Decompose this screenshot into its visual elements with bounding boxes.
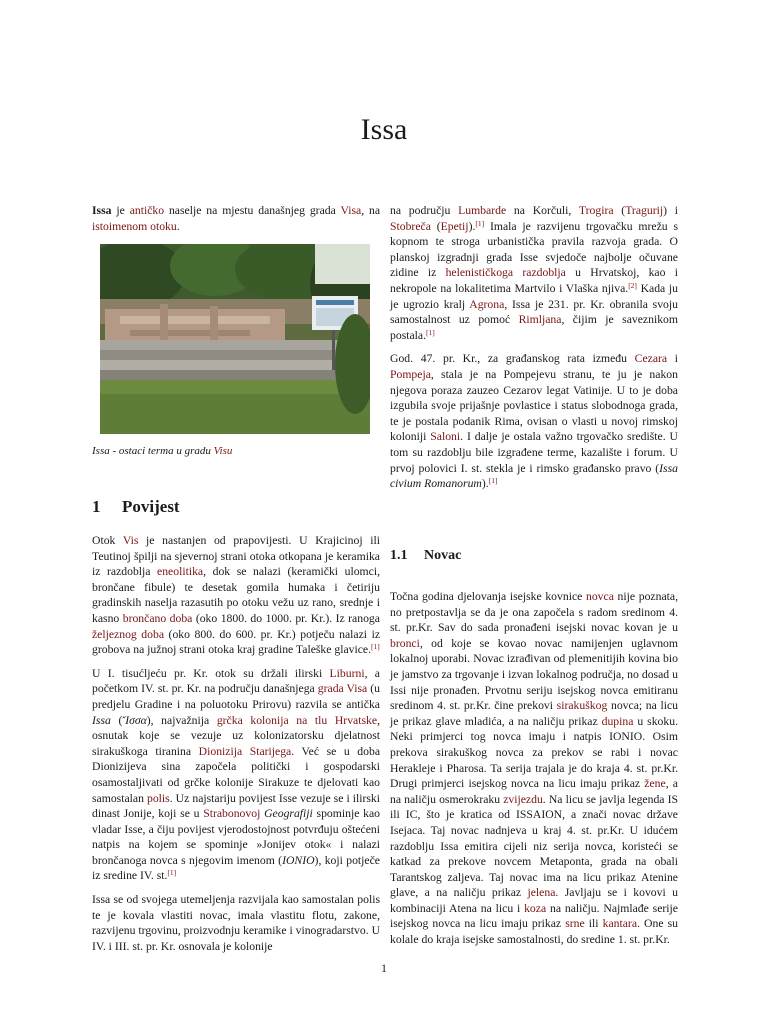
link-agrona[interactable]: Agrona: [469, 297, 505, 311]
link-zvijezdu[interactable]: zvijezdu: [503, 792, 543, 806]
link-sirakuskog[interactable]: sirakuškog: [556, 699, 608, 713]
link-stobreca[interactable]: Stobreča: [390, 219, 431, 233]
section-heading-novac: 1.1 Novac: [390, 548, 462, 563]
paragraph-samostalan-polis-cont: na području Lumbarde na Korčuli, Trogira (Tragurij) i Stobreča (Epetij).[1] Imala je razvijenu trgovačku mrežu s kopnom te stroga urbanistička pravila razvoja grada. O planskoj izgradnji grada Isse svjedoče najbolje očuvane zidine iz helenističkoga razdoblja u Hrvatskoj, kao i nekropole na lokalitetima Martvilo i Vlaška njiva.[2] Kada ju je ugrozio kralj Agrona, Issa je 231. pr. Kr. obranila svoju samostalnost uz pomoć Rimljana, čijim je saveznikom postala.[1]: [390, 204, 678, 342]
link-zeljeznog-doba[interactable]: željeznog doba: [92, 627, 165, 641]
left-column-body: [92, 533, 380, 962]
link-visu[interactable]: Visu: [213, 445, 233, 457]
intro-paragraph: Issa je antičko naselje na mjestu današnjeg grada Visa, na istoimenom otoku.: [92, 204, 381, 233]
reference-link[interactable]: [1]: [371, 642, 380, 652]
link-kantara[interactable]: kantara: [602, 917, 638, 931]
reference-link[interactable]: [2]: [628, 280, 637, 290]
reference-link[interactable]: [1]: [488, 476, 498, 486]
link-dionizija-starijega[interactable]: Dionizija Starijega: [198, 744, 292, 758]
photo-caption: Issa - ostaci terma u gradu Visu: [92, 445, 233, 457]
reference-link[interactable]: [1]: [426, 327, 435, 337]
right-column-novac: [390, 589, 678, 956]
paragraph-gradanski-rat: God. 47. pr. Kr., za građanskog rata između Cezara i Pompeja, stala je na Pompejevu stranu, te ju je nakon njegova poraza zauzeo Cezarov legat Vatinije. U to je doba izgubila svoje prijašnje povlastice i status slobodnoga grada, te je postala podanik Rima, ovisan o vlasti u novoj rimskoj koloniji Saloni. I dalje je ostala važno trgovačko središte. U tom su razdoblju bile izgrađene terme, kazalište i forum. U prvoj polovici I. st. stekla je i rimsko građansko pravo (Issa civium Romanorum).[1]: [390, 352, 679, 491]
paragraph-samostalan-polis-start: Issa se od svojega utemeljenja razvijala kao samostalan polis te je kovala vlastiti novac, imala vlastitu flotu, zakone, razvijenu trgovinu, proizvodnju keramike i vinogradarstvo. U IV. i III. st. pr. Kr. osnovala je kolonije: [92, 893, 381, 953]
link-bronci[interactable]: bronci: [390, 636, 420, 650]
link-polis[interactable]: polis: [146, 791, 170, 805]
link-visa[interactable]: Visa: [340, 204, 362, 217]
paragraph-kolonija: U I. tisućljeću pr. Kr. otok su držali ilirski Liburni, a početkom IV. st. pr. Kr. na području današnjega grada Visa (u predjelu Gradine i na poluotoku Prirovu) razvila se antička Issa (Ἴσσα), najvažnija grčka kolonija na tlu Hrvatske, osnutak koje se vezuje uz kolonizatorsku djelatnost sirakuškoga tiranina Dionizija Starijega. Već se u doba Dionizijeva sina započela politički i gospodarski osamostaljivati od grčke kolonije Sirakuze te djelovati kao samostalan polis. Uz najstariju povijest Isse vezuje se i ilirski dinast Jonije, koji se u Strabonovoj Geografiji spominje kao vladar Isse, a čiju povijest vjerodostojnost potvrđuju oštećeni natpis na kojem se spominje »Jonijev otok« i nalazi brončanoga novca s njegovim imenom (IONIO), koji potječe iz sredine IV. st.[1]: [92, 666, 381, 883]
link-cezara[interactable]: Cezara: [634, 352, 668, 366]
term-issa: Issa: [92, 204, 112, 217]
link-trogira[interactable]: Trogira: [578, 204, 614, 217]
link-epetij[interactable]: Epetij: [440, 219, 469, 233]
link-liburni[interactable]: Liburni: [329, 666, 365, 680]
link-broncano-doba[interactable]: brončano doba: [122, 611, 193, 625]
paragraph-novac: Točna godina djelovanja isejske kovnice novca nije poznata, no pretpostavlja se da je ona započela s radom sredinom 4. st. pr.Kr. Sav do sada pronađeni isejski novac kovan je u bronci, od koje se kovao novac namijenjen uglavnom lokalnoj uporabi. Novac izrađivan od plemenitijih kovina bio je jamstvo za trgovanje i izvan lokalnog područja, no dosad u Issi nije pronađen. Prvotnu seriju isejskog novca emitiranu sredinom 4. st. pr.Kr. čine prekovi sirakuškog novca; na licu je prikaz glave mladića, a na naličju prikaz dupina u skoku. Neki primjerci tog novca imaju i natpis IONIO. Osim prekova sirakuškog novca za prekov se rabi i novac Herakleje i Pharosa. Ta serija trajala je do kraja 4. st. pr.Kr. Drugi primjerci isejskog novca na licu imaju prikaz žene, a na naličju osmerokraku zvijezdu. Na licu se javlja legenda IS ili IC, što je kratica od ISSAION, a znači novac države Isejaca. Taj novac nadnjeva u kraj 4. st. pr.Kr. U idućem razdoblju Issa emitira cijeli niz serija novca, koristeći se katkad za prekove novcem Metaponta, grada na obali Tarantskog zaljeva. Taj novac ima na licu prikaz Atenine glave, a na naličju prikaz jelena. Javljaju se i kovovi u kombinaciji Atena na licu i koza na naličju. Najmlađe serije isejskog novca na licu imaju prikaz srne ili kantara. One su kolale do kraja isejske samostalnosti, do sredine 1. st. pr.Kr.: [390, 590, 678, 947]
right-column-top: [390, 203, 678, 500]
page-title: Issa: [360, 113, 408, 146]
paragraph-prapovijest: Otok Vis je nastanjen od prapovijesti. U Krajicinoj ili Teutinoj špilji na sjevernoj strani otoka otkopana je keramika iz razdoblja eneolitika, dok se nalazi (keramički ulomci, brončane fibule) te desetak gomila humaka i četiriju gradinskih naselja razasutih po otoku vežu uz rano, srednje i kasno brončano doba (oko 1800. do 1000. pr. Kr.). Iz ranoga željeznog doba (oko 800. do 600. pr. Kr.) potječu nalazi iz grobova na južnoj strani otoka kraj gradine Taleške glavice.[1]: [92, 534, 381, 657]
page-number: 1: [381, 961, 387, 975]
link-grada-visa[interactable]: grada Visa: [317, 682, 368, 696]
link-tragurij[interactable]: Tragurij: [625, 204, 664, 217]
link-lumbarde[interactable]: Lumbarde: [458, 204, 507, 217]
link-jelena[interactable]: jelena: [527, 886, 556, 900]
link-istoimenom-otoku[interactable]: istoimenom otoku: [92, 219, 177, 233]
ruins-photo: [100, 244, 370, 434]
link-koza[interactable]: koza: [524, 901, 547, 915]
link-srne[interactable]: srne: [565, 917, 585, 931]
reference-link[interactable]: [1]: [167, 868, 177, 878]
link-strabonovoj[interactable]: Strabonovoj: [203, 807, 261, 821]
link-pompeja[interactable]: Pompeja: [390, 367, 431, 381]
link-dupina[interactable]: dupina: [601, 714, 634, 728]
link-novca[interactable]: novca: [585, 590, 614, 603]
link-helenistickoga-razdoblja[interactable]: helenističkoga razdoblja: [445, 266, 566, 280]
link-anticko[interactable]: antičko: [129, 204, 165, 217]
link-zene[interactable]: žene: [644, 777, 666, 791]
link-grcka-kolonija[interactable]: grčka kolonija na tlu Hrvatske: [216, 713, 378, 727]
photo-illustration: [100, 244, 370, 434]
link-saloni[interactable]: Saloni: [430, 430, 461, 444]
section-heading-povijest: 1 Povijest: [92, 497, 180, 516]
link-rimljana[interactable]: Rimljana: [518, 313, 562, 327]
link-eneolitika[interactable]: eneolitika: [157, 565, 204, 579]
link-vis[interactable]: Vis: [122, 534, 139, 547]
reference-link[interactable]: [1]: [475, 218, 485, 228]
